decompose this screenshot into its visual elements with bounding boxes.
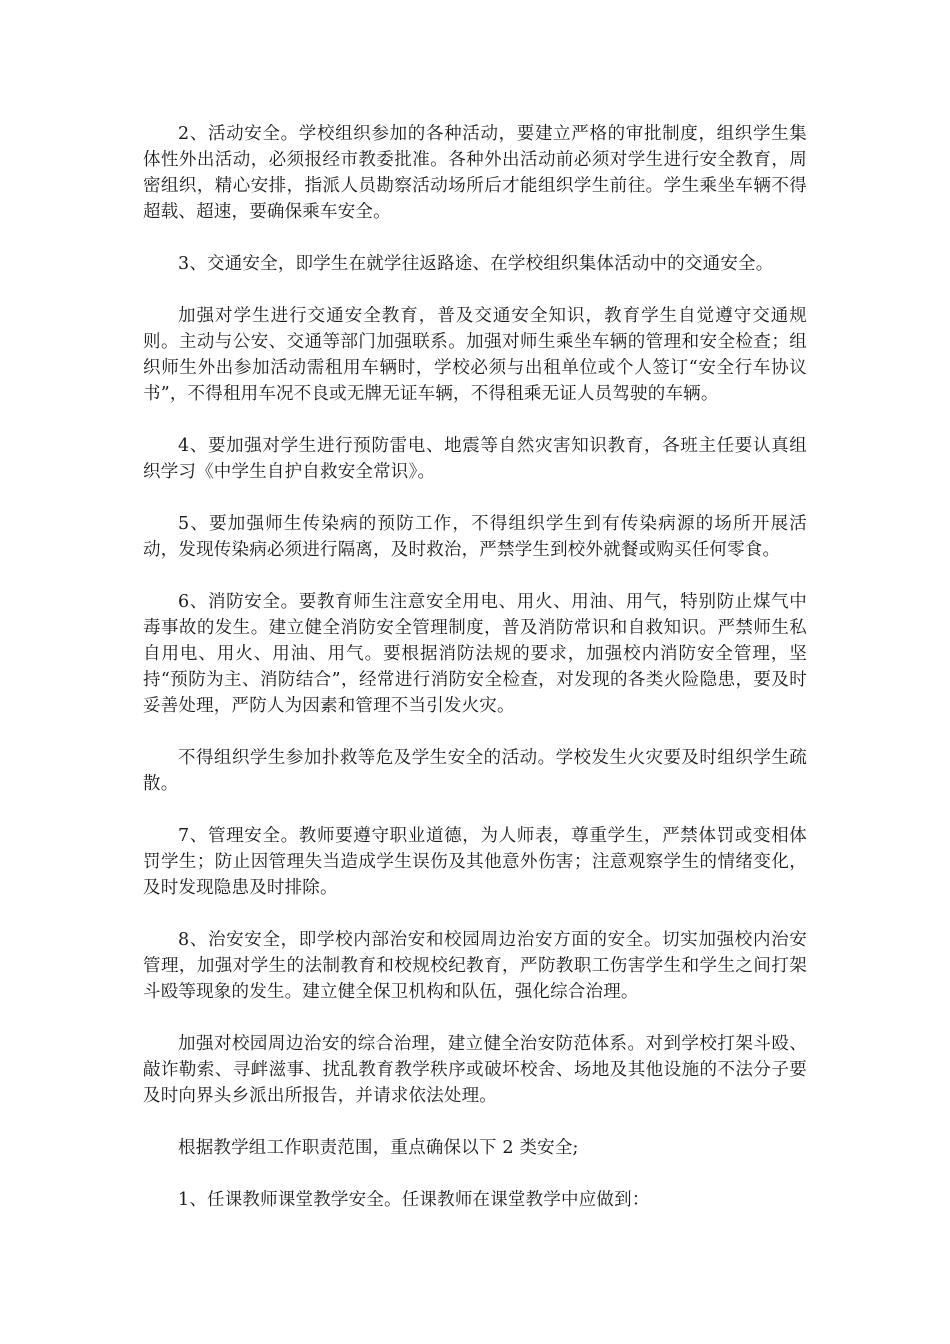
paragraph-management-safety: 7、管理安全。教师要遵守职业道德，为人师表，尊重学生，严禁体罚或变相体罚学生；防止因管理失当造成学生误伤及其他意外伤害；注意观察学生的情绪变化，及时发现隐患及时排除。 (143, 826, 807, 898)
paragraph-activity-safety: 2、活动安全。学校组织参加的各种活动，要建立严格的审批制度，组织学生集体性外出活动，必须报经市教委批准。各种外出活动前必须对学生进行安全教育，周密组织，精心安排，指派人员勘察活动场所后才能组织学生前往。学生乘坐车辆不得超载、超速，要确保乘车安全。 (143, 124, 807, 222)
paragraph-traffic-education: 加强对学生进行交通安全教育，普及交通安全知识，教育学生自觉遵守交通规则。主动与公安、交通等部门加强联系。加强对师生乘坐车辆的管理和安全检查；组织师生外出参加活动需租用车辆时，学校必须与出租单位或个人签订“安全行车协议书”，不得租用车况不良或无牌无证车辆，不得租乘无证人员驾驶的车辆。 (143, 306, 807, 404)
paragraph-natural-disaster: 4、要加强对学生进行预防雷电、地震等自然灾害知识教育，各班主任要认真组织学习《中学生自护自救安全常识》。 (143, 436, 807, 482)
paragraph-infectious-disease: 5、要加强师生传染病的预防工作，不得组织学生到有传染病源的场所开展活动，发现传染病必须进行隔离，及时救治，严禁学生到校外就餐或购买任何零食。 (143, 514, 807, 560)
paragraph-teaching-group-scope: 根据教学组工作职责范围，重点确保以下 2 类安全; (178, 1138, 579, 1158)
paragraph-public-security: 8、治安安全，即学校内部治安和校园周边治安方面的安全。切实加强校内治安管理，加强对学生的法制教育和校规校纪教育，严防教职工伤害学生和学生之间打架斗殴等现象的发生。建立健全保卫机构和队伍，强化综合治理。 (143, 930, 807, 1002)
paragraph-traffic-safety: 3、交通安全，即学生在就学往返路途、在学校组织集体活动中的交通安全。 (178, 254, 774, 274)
paragraph-fire-evacuation: 不得组织学生参加扑救等危及学生安全的活动。学校发生火灾要及时组织学生疏散。 (143, 748, 807, 794)
document-body (143, 121, 807, 1239)
paragraph-classroom-safety: 1、任课教师课堂教学安全。任课教师在课堂教学中应做到： (178, 1190, 650, 1210)
paragraph-fire-safety: 6、消防安全。要教育师生注意安全用电、用火、用油、用气，特别防止煤气中毒事故的发生。建立健全消防安全管理制度，普及消防常识和自救知识。严禁师生私自用电、用火、用油、用气。要根据消防法规的要求，加强校内消防安全管理，坚持“预防为主、消防结合”，经常进行消防安全检查，对发现的各类火险隐患，要及时妥善处理，严防人为因素和管理不当引发火灾。 (143, 592, 807, 716)
paragraph-campus-surroundings: 加强对校园周边治安的综合治理，建立健全治安防范体系。对到学校打架斗殴、敲诈勒索、寻衅滋事、扰乱教育教学秩序或破坏校舍、场地及其他设施的不法分子要及时向界头乡派出所报告，并请求依法处理。 (143, 1034, 807, 1106)
